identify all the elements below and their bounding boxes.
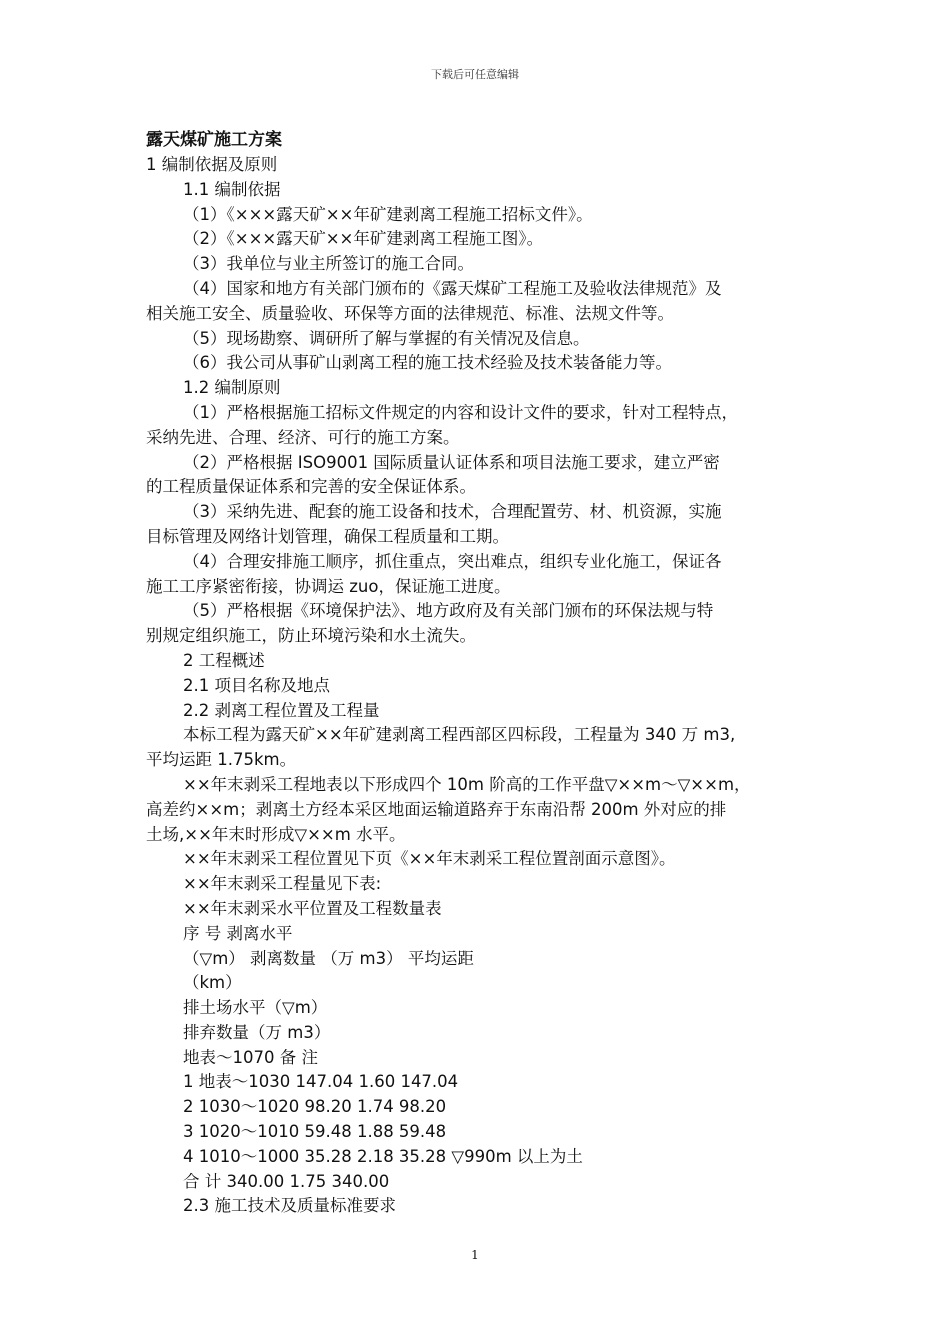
basis-item-2: （2）《×××露天矿××年矿建剥离工程施工图》。 — [183, 229, 544, 249]
basis-item-5: （5）现场勘察、调研所了解与掌握的有关情况及信息。 — [183, 328, 590, 348]
document-title: 露天煤矿施工方案 — [146, 130, 282, 150]
heading-2-3: 2.3 施工技术及质量标准要求 — [183, 1196, 396, 1216]
heading-1-2: 1.2 编制原则 — [183, 378, 281, 398]
principle-item-2: （2）严格根据 ISO9001 国际质量认证体系和项目法施工要求，建立严密 — [183, 452, 720, 472]
table-row: 3 1020～1010 59.48 1.88 59.48 — [183, 1122, 447, 1142]
page-number: 1 — [471, 1248, 479, 1262]
document-body — [146, 128, 826, 1219]
table-header-line: （▽m） 剥离数量 （万 m3） 平均运距 — [183, 948, 474, 968]
table-row: 1 地表～1030 147.04 1.60 147.04 — [183, 1072, 459, 1092]
principle-item-5: （5）严格根据《环境保护法》、地方政府及有关部门颁布的环保法规与特 — [183, 601, 714, 621]
overview-paragraph-2: ××年末剥采工程地表以下形成四个 10m 阶高的工作平盘▽××m～▽××m， — [183, 774, 751, 794]
table-header-line: 排弃数量（万 m3） — [183, 1022, 331, 1042]
basis-item-3: （3）我单位与业主所签订的施工合同。 — [183, 254, 474, 274]
principle-item-3: （3）采纳先进、配套的施工设备和技术，合理配置劳、材、机资源，实施 — [183, 502, 722, 522]
overview-paragraph-1: 本标工程为露天矿××年矿建剥离工程西部区四标段，工程量为 340 万 m3, — [183, 725, 736, 745]
basis-item-6: （6）我公司从事矿山剥离工程的施工技术经验及技术装备能力等。 — [183, 353, 672, 373]
heading-2: 2 工程概述 — [183, 650, 265, 670]
page-header: 下载后可任意编辑 — [431, 68, 519, 81]
principle-item-3-cont: 目标管理及网络计划管理，确保工程质量和工期。 — [146, 526, 509, 546]
principle-item-4: （4）合理安排施工顺序，抓住重点，突出难点，组织专业化施工，保证各 — [183, 551, 722, 571]
table-header-line: （km） — [183, 973, 242, 993]
basis-item-4: （4）国家和地方有关部门颁布的《露天煤矿工程施工及验收法律规范》及 — [183, 278, 722, 298]
table-header-line: 序 号 剥离水平 — [183, 923, 293, 943]
overview-paragraph-2-cont: 高差约××m；剥离土方经本采区地面运输道路弃于东南沿帮 200m 外对应的排 — [146, 799, 727, 819]
basis-item-4-cont: 相关施工安全、质量验收、环保等方面的法律规范、标准、法规文件等。 — [146, 303, 674, 323]
table-total-row: 合 计 340.00 1.75 340.00 — [183, 1171, 390, 1191]
principle-item-4-cont: 施工工序紧密衔接，协调运 zuo，保证施工进度。 — [146, 576, 511, 596]
basis-item-1: （1）《×××露天矿××年矿建剥离工程施工招标文件》。 — [183, 204, 593, 224]
overview-paragraph-1-cont: 平均运距 1.75km。 — [146, 750, 297, 770]
table-header-line: 地表～1070 备 注 — [183, 1047, 318, 1067]
table-row: 4 1010～1000 35.28 2.18 35.28 ▽990m 以上为土 — [183, 1146, 583, 1166]
heading-1-1: 1.1 编制依据 — [183, 179, 281, 199]
table-caption: ××年末剥采水平位置及工程数量表 — [183, 898, 442, 918]
heading-1: 1 编制依据及原则 — [146, 155, 278, 174]
overview-paragraph-2-cont2: 土场,××年末时形成▽××m 水平。 — [146, 824, 406, 844]
heading-2-2: 2.2 剥离工程位置及工程量 — [183, 700, 380, 720]
principle-item-5-cont: 别规定组织施工，防止环境污染和水土流失。 — [146, 626, 476, 646]
overview-paragraph-4: ××年末剥采工程量见下表: — [183, 874, 382, 894]
principle-item-1-cont: 采纳先进、合理、经济、可行的施工方案。 — [146, 427, 460, 447]
heading-2-1: 2.1 项目名称及地点 — [183, 675, 330, 695]
overview-paragraph-3: ××年末剥采工程位置见下页《××年末剥采工程位置剖面示意图》。 — [183, 849, 676, 869]
principle-item-2-cont: 的工程质量保证体系和完善的安全保证体系。 — [146, 477, 476, 497]
principle-item-1: （1）严格根据施工招标文件规定的内容和设计文件的要求，针对工程特点， — [183, 402, 738, 422]
table-row: 2 1030～1020 98.20 1.74 98.20 — [183, 1097, 447, 1117]
table-header-line: 排土场水平（▽m） — [183, 998, 328, 1018]
